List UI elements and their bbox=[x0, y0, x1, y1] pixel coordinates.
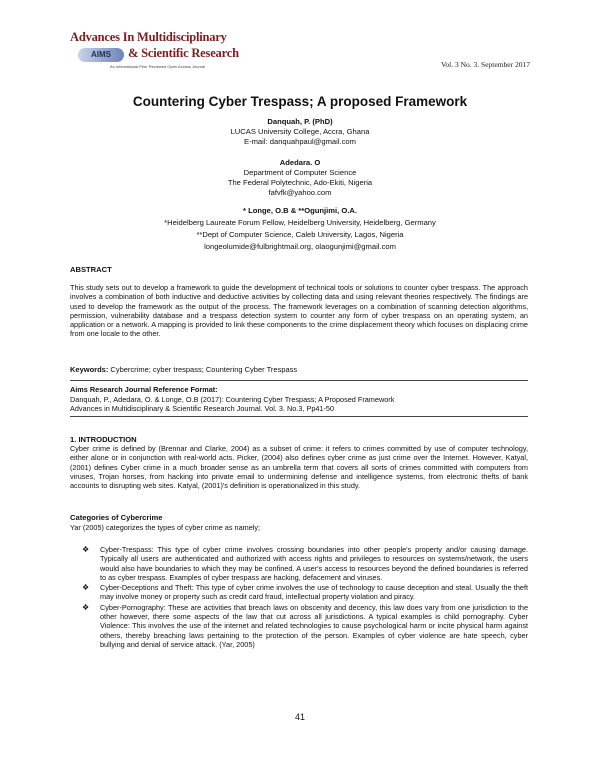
author-email: longeolumide@fulbrightmail.org, olaogunjimi@gmail.com bbox=[204, 242, 396, 251]
author-affiliation: The Federal Polytechnic, Ado-Ekiti, Nigeria bbox=[227, 178, 373, 187]
reference-line: Advances in Multidisciplinary & Scientific Research Journal. Vol. 3. No.3, Pp41-50 bbox=[70, 404, 335, 413]
author-email: E-mail: danquahpaul@gmail.com bbox=[244, 137, 356, 146]
author-affiliation: LUCAS University College, Accra, Ghana bbox=[230, 127, 370, 136]
keywords bbox=[70, 365, 297, 374]
abstract-heading: ABSTRACT bbox=[70, 265, 112, 274]
keywords-label: Keywords: bbox=[70, 365, 109, 374]
volume-info: Vol. 3 No. 3. September 2017 bbox=[440, 60, 530, 69]
introduction-text: Cyber crime is defined by (Brennar and Clarke, 2004) as a subset of crime: it refers to crimes committed by use of computer technology, either alone or in conjunction with real-world acts. Picker, (2004) also defines cyber crime as just crime over the Internet. However, Katyal, (2001) defines Cyber crime in a much broader sense as an umbrella term that covers all sorts of crimes committed with computers from viruses, Trojan horses, from hacking into private email to undermining defense and intelligence systems, from electronic thefts of bank accounts to disrupting web sites. Katyal, (2001)'s definition is operationalized in this study. bbox=[70, 444, 528, 491]
diamond-bullet-icon: ❖ bbox=[82, 583, 90, 593]
aims-logo-mark: AIMS bbox=[78, 48, 124, 62]
list-item bbox=[82, 602, 528, 649]
logo-title-line1: Advances In Multidisciplinary bbox=[70, 30, 227, 44]
list-item bbox=[82, 545, 528, 582]
author-name: Adedara. O bbox=[279, 158, 321, 167]
list-item-text: Cyber-Deceptions and Theft: This type of cyber crime involves the use of technology to cause deception and steal. Usually the theft may involve money or property such as credit card fraud, intellectual property violation and piracy. bbox=[100, 583, 528, 602]
logo-tagline: An International Peer Reviewed Open Access Journal bbox=[110, 64, 206, 69]
reference-heading: Aims Research Journal Reference Format: bbox=[70, 385, 218, 394]
paper-title: Countering Cyber Trespass; A proposed Framework bbox=[132, 94, 468, 109]
logo-title-line2: & Scientific Research bbox=[128, 46, 239, 60]
cybercrime-category-list bbox=[82, 545, 528, 650]
introduction-heading: 1. INTRODUCTION bbox=[70, 435, 137, 444]
divider bbox=[70, 416, 528, 417]
list-item-text: Cyber-Trespass: This type of cyber crime involves crossing boundaries into other people's property and/or causing damage. Typically all users are authenticated and authorized with access rights and privileges to resources on systems/network, the users would also have boundaries to which they may be confined. A user's access to resources beyond the defined boundaries is referred to as cyber trespass. Examples of cyber trespass are hacking, defacement and viruses. bbox=[100, 545, 528, 582]
author-name: * Longe, O.B & **Ogunjimi, O.A. bbox=[243, 206, 357, 215]
author-affiliation: Department of Computer Science bbox=[243, 168, 357, 177]
author-affiliation: *Heidelberg Laureate Forum Fellow, Heidelberg University, Heidelberg, Germany bbox=[164, 218, 436, 227]
diamond-bullet-icon: ❖ bbox=[82, 545, 90, 554]
author-affiliation: **Dept of Computer Science, Caleb University, Lagos, Nigeria bbox=[196, 230, 404, 239]
abstract-text: This study sets out to develop a framework to guide the development of technical tools or solutions to counter cyber trespass. The approach involves a combination of both inductive and deductive activities by collecting data and using relevant theories respectively. The findings are used to develop the framework as the output of the process. The framework leverages on a combination of scanning detection algorithms, permission, vulnerability database and a trespass detection system to counter any form of cyber trespass on an operating system, an application or a network. A mapping is provided to link these components to the crime displacement theory which focuses on displacing crime from one locale to the other. bbox=[70, 283, 528, 339]
reference-line: Danquah, P., Adedara, O. & Longe, O.B (2017): Countering Cyber Trespass; A Proposed Framework bbox=[70, 395, 395, 404]
categories-heading: Categories of Cybercrime bbox=[70, 513, 163, 522]
categories-intro: Yar (2005) categorizes the types of cyber crime as namely; bbox=[70, 523, 261, 532]
list-item-text: Cyber-Pornography: These are activities that breach laws on obscenity and decency, this law does vary from one jurisdiction to the other however, there some aspects of the law that cut across all jurisdictions. A typical examples is child pornography. Cyber Violence: This involves the use of the internet and related technologies to cause psychological harm or incite physical harm against others, thereby breaching laws pertaining to the protection of the person. Examples of cyber violence are hate speech, cyber bullying and denial of service attack. (Yar, 2005) bbox=[100, 602, 528, 649]
author-email: fafvfk@yahoo.com bbox=[268, 188, 332, 197]
journal-logo bbox=[70, 30, 239, 80]
diamond-bullet-icon: ❖ bbox=[82, 602, 90, 612]
page-number: 41 bbox=[294, 712, 305, 722]
keywords-text: Cybercrime; cyber trespass; Countering Cyber Trespass bbox=[108, 365, 298, 374]
divider bbox=[70, 380, 528, 381]
author-name: Danquah, P. (PhD) bbox=[267, 117, 333, 126]
list-item bbox=[82, 583, 528, 602]
